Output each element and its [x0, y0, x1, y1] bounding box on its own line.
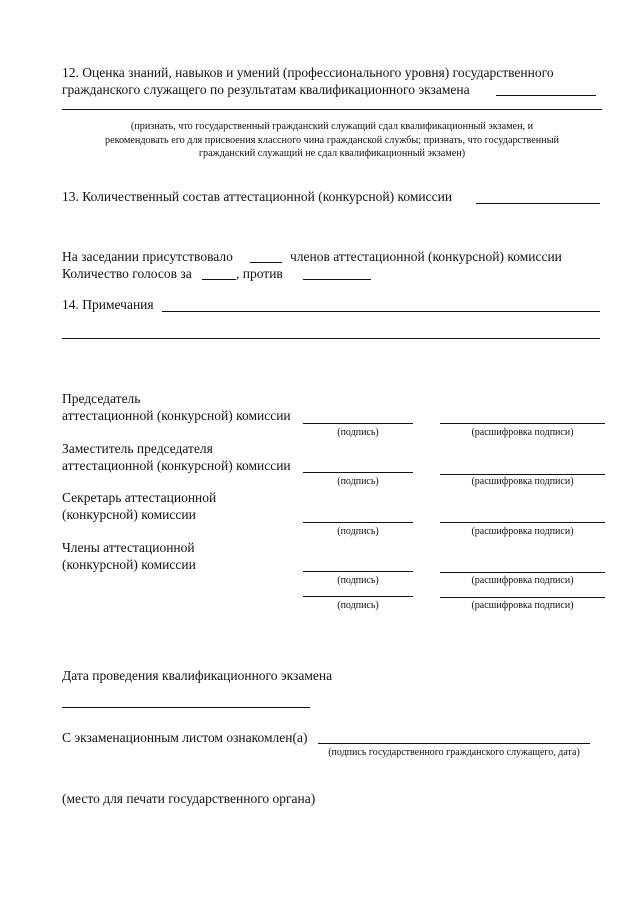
deputy-signature-line	[303, 472, 413, 473]
member2-decoding-line	[440, 597, 605, 598]
acquainted-label: С экзаменационным листом ознакомлен(а)	[62, 730, 308, 745]
secretary-signature-line	[303, 522, 413, 523]
seal-place-label: (место для печати государственного органа)	[62, 791, 316, 806]
deputy-label2: аттестационной (конкурсной) комиссии	[62, 458, 291, 473]
exam-date-line	[62, 707, 310, 708]
members-label1: Члены аттестационной	[62, 540, 195, 555]
item14-text: 14. Примечания	[62, 297, 154, 312]
member2-decoding-caption: (расшифровка подписи)	[471, 600, 574, 611]
member1-signature-caption: (подпись)	[337, 575, 379, 586]
member2-signature-caption: (подпись)	[337, 600, 379, 611]
item12-line2: гражданского служащего по результатам квалификационного экзамена	[62, 82, 470, 97]
chairman-label2: аттестационной (конкурсной) комиссии	[62, 408, 291, 423]
secretary-signature-caption: (подпись)	[337, 526, 379, 537]
exam-date-label: Дата проведения квалификационного экзамена	[62, 668, 333, 683]
present-count-line	[250, 262, 282, 263]
acquainted-signature-line	[318, 743, 590, 744]
members-label2: (конкурсной) комиссии	[62, 557, 196, 572]
item12-answer-line	[496, 95, 596, 96]
acquainted-caption: (подпись государственного гражданского служащего, дата)	[328, 747, 580, 758]
member2-signature-line	[303, 596, 413, 597]
votes-prefix: Количество голосов за	[62, 266, 192, 281]
chairman-decoding-line	[440, 423, 605, 424]
member1-signature-line	[303, 571, 413, 572]
secretary-decoding-caption: (расшифровка подписи)	[471, 526, 574, 537]
secretary-label1: Секретарь аттестационной	[62, 490, 217, 505]
votes-against-line	[303, 279, 371, 280]
item13-answer-line	[476, 203, 600, 204]
member1-decoding-caption: (расшифровка подписи)	[471, 575, 574, 586]
chairman-signature-line	[303, 423, 413, 424]
deputy-label1: Заместитель председателя	[62, 441, 213, 456]
deputy-decoding-caption: (расшифровка подписи)	[471, 476, 574, 487]
item12-note	[62, 120, 602, 161]
item14-notes-line2	[62, 338, 600, 339]
chairman-decoding-caption: (расшифровка подписи)	[471, 427, 574, 438]
chairman-label1: Председатель	[62, 391, 141, 406]
votes-against-label: , против	[236, 266, 283, 281]
deputy-signature-caption: (подпись)	[337, 476, 379, 487]
item12-answer-line-full	[62, 109, 602, 110]
item12-note-line1: (признать, что государственный гражданский служащий сдал квалификационный экзамен, и	[130, 121, 534, 132]
chairman-signature-caption: (подпись)	[337, 427, 379, 438]
deputy-decoding-line	[440, 474, 605, 475]
votes-for-line	[202, 279, 236, 280]
item14-notes-line1	[162, 311, 600, 312]
item12-note-line3: гражданский служащий не сдал квалификационный экзамен)	[198, 148, 466, 159]
present-suffix: членов аттестационной (конкурсной) комиссии	[290, 249, 562, 264]
item12-line1: 12. Оценка знаний, навыков и умений (профессионального уровня) государственного	[62, 65, 554, 80]
present-prefix: На заседании присутствовало	[62, 249, 233, 264]
member1-decoding-line	[440, 572, 605, 573]
item13-text: 13. Количественный состав аттестационной (конкурсной) комиссии	[62, 189, 453, 204]
secretary-label2: (конкурсной) комиссии	[62, 507, 196, 522]
secretary-decoding-line	[440, 522, 605, 523]
item12-note-line2: рекомендовать его для присвоения классного чина гражданской службы; признать, что государственный	[104, 134, 560, 146]
